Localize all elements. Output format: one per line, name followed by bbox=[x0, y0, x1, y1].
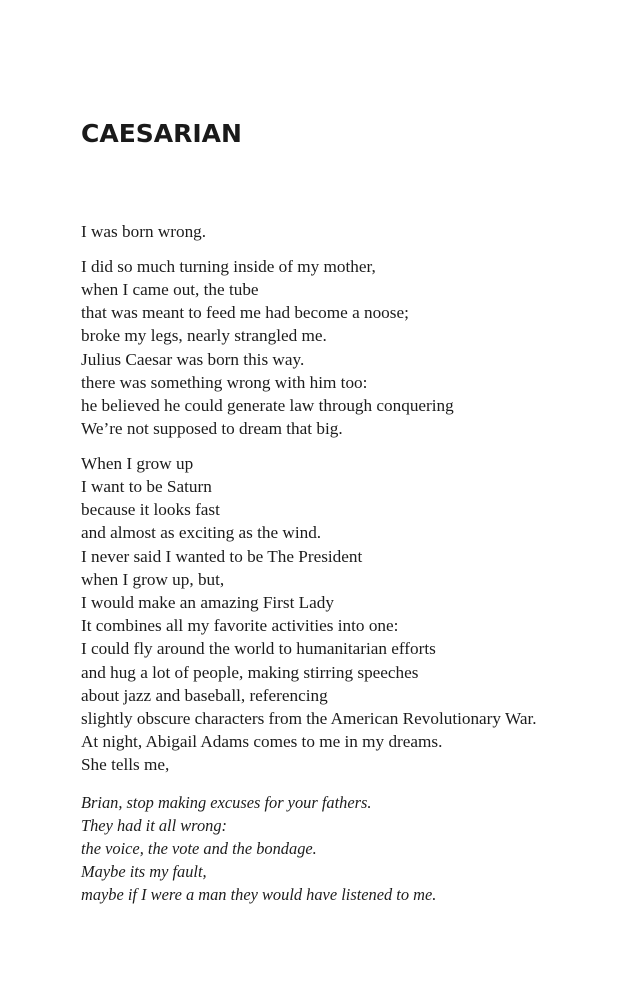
poem-line: Julius Caesar was born this way. bbox=[81, 349, 305, 369]
poem-line: Brian, stop making excuses for your fathers. bbox=[81, 792, 372, 812]
poem-line: I never said I wanted to be The President bbox=[81, 546, 363, 566]
poem-line: She tells me, bbox=[81, 755, 170, 775]
poem-line: Maybe its my fault, bbox=[81, 862, 207, 882]
poem-body bbox=[81, 220, 611, 918]
poem-line: It combines all my favorite activities into one: bbox=[81, 616, 399, 636]
poem-line: maybe if I were a man they would have listened to me. bbox=[81, 885, 437, 905]
poem-line: I was born wrong. bbox=[81, 222, 207, 241]
poem-line: They had it all wrong: bbox=[81, 815, 227, 835]
stanza bbox=[81, 452, 611, 777]
stanza bbox=[81, 220, 611, 243]
poem-line: about jazz and baseball, referencing bbox=[81, 685, 328, 705]
poem-line: and hug a lot of people, making stirring speeches bbox=[81, 662, 419, 682]
poem-line: When I grow up bbox=[81, 453, 194, 473]
poem-line: We’re not supposed to dream that big. bbox=[81, 419, 343, 439]
stanza bbox=[81, 255, 611, 441]
poem-line: when I came out, the tube bbox=[81, 279, 259, 299]
poem-line: I want to be Saturn bbox=[81, 477, 212, 497]
poem-line: At night, Abigail Adams comes to me in my dreams. bbox=[81, 732, 443, 752]
poem-line: there was something wrong with him too: bbox=[81, 372, 368, 392]
poem-line: the voice, the vote and the bondage. bbox=[81, 839, 317, 859]
poem-line: slightly obscure characters from the American Revolutionary War. bbox=[81, 709, 537, 729]
poem-title: CAESARIAN bbox=[81, 119, 242, 148]
poem-line: when I grow up, but, bbox=[81, 569, 225, 589]
poem-line: I would make an amazing First Lady bbox=[81, 593, 334, 613]
poem-line: I could fly around the world to humanitarian efforts bbox=[81, 639, 436, 659]
stanza bbox=[81, 791, 611, 907]
poem-line: I did so much turning inside of my mother, bbox=[81, 256, 376, 276]
poem-line: because it looks fast bbox=[81, 500, 220, 520]
poem-line: he believed he could generate law through conquering bbox=[81, 395, 454, 415]
poem-line: and almost as exciting as the wind. bbox=[81, 523, 322, 543]
poem-line: that was meant to feed me had become a noose; bbox=[81, 303, 409, 323]
poem-line: broke my legs, nearly strangled me. bbox=[81, 326, 327, 346]
